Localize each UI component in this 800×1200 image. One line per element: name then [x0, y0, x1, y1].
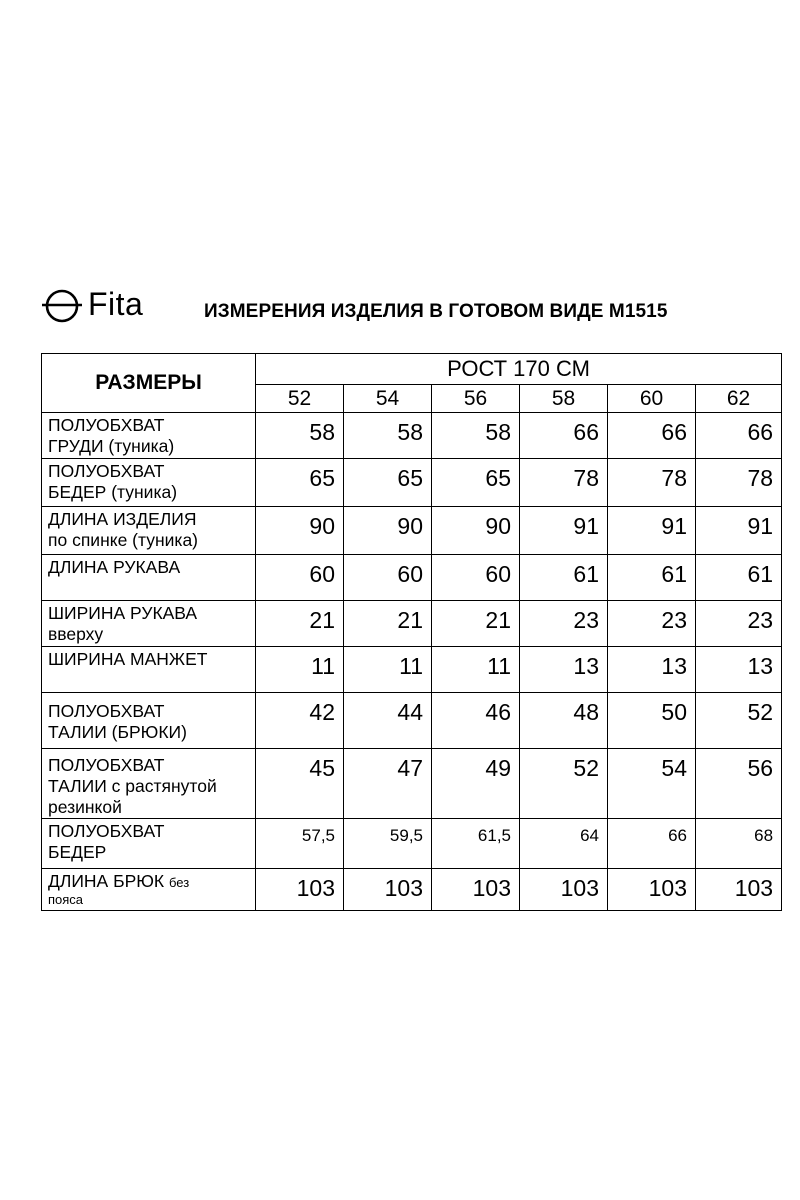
- value-cell: 90: [344, 507, 432, 555]
- value-cell: 103: [608, 869, 696, 911]
- value-cell: 78: [608, 459, 696, 507]
- row-label-line: вверху: [48, 624, 104, 644]
- table-row: [42, 555, 782, 601]
- value-cell: 91: [520, 507, 608, 555]
- row-label: [42, 693, 256, 749]
- row-label-note: без: [169, 875, 190, 890]
- size-header-cell: 58: [520, 385, 608, 413]
- row-label-line: резинкой: [48, 797, 122, 817]
- value-cell: 61: [608, 555, 696, 601]
- value-cell: 59,5: [344, 819, 432, 869]
- row-label-line: ТАЛИИ с растянутой: [48, 776, 217, 796]
- row-label-line: ШИРИНА МАНЖЕТ: [48, 649, 208, 669]
- brand-name: Fita: [88, 286, 144, 322]
- row-label-line: ПОЛУОБХВАТ: [48, 461, 165, 481]
- value-cell: 52: [520, 749, 608, 819]
- row-label-line: ПОЛУОБХВАТ: [48, 701, 165, 721]
- size-header-cell: 62: [696, 385, 782, 413]
- value-cell: 66: [520, 413, 608, 459]
- value-cell: 103: [696, 869, 782, 911]
- row-label-line: ДЛИНА ИЗДЕЛИЯ: [48, 509, 197, 529]
- value-cell: 52: [696, 693, 782, 749]
- value-cell: 47: [344, 749, 432, 819]
- value-cell: 49: [432, 749, 520, 819]
- value-cell: 58: [344, 413, 432, 459]
- value-cell: 23: [520, 601, 608, 647]
- row-label-line: ПОЛУОБХВАТ: [48, 821, 165, 841]
- row-label: [42, 647, 256, 693]
- page-title: ИЗМЕРЕНИЯ ИЗДЕЛИЯ В ГОТОВОМ ВИДЕ М1515: [204, 301, 668, 322]
- value-cell: 65: [432, 459, 520, 507]
- value-cell: 57,5: [256, 819, 344, 869]
- value-cell: 50: [608, 693, 696, 749]
- table-row: [42, 693, 782, 749]
- value-cell: 21: [432, 601, 520, 647]
- header-row: [42, 354, 782, 385]
- value-cell: 56: [696, 749, 782, 819]
- table-row: [42, 413, 782, 459]
- value-cell: 65: [256, 459, 344, 507]
- row-label-line: БЕДЕР (туника): [48, 482, 178, 502]
- size-header-cell: 60: [608, 385, 696, 413]
- table-row: [42, 869, 782, 911]
- value-cell: 61: [520, 555, 608, 601]
- row-label-line: ТАЛИИ (БРЮКИ): [48, 722, 187, 742]
- row-label: [42, 459, 256, 507]
- sizes-header: РАЗМЕРЫ: [42, 354, 256, 413]
- row-label: [42, 507, 256, 555]
- row-label-line: по спинке (туника): [48, 530, 199, 550]
- value-cell: 13: [696, 647, 782, 693]
- row-label-note: пояса: [48, 892, 84, 907]
- value-cell: 23: [608, 601, 696, 647]
- value-cell: 44: [344, 693, 432, 749]
- value-cell: 13: [608, 647, 696, 693]
- value-cell: 23: [696, 601, 782, 647]
- growth-header: РОСТ 170 СМ: [256, 354, 782, 385]
- value-cell: 66: [608, 819, 696, 869]
- table-row: [42, 647, 782, 693]
- table-row: [42, 819, 782, 869]
- value-cell: 91: [608, 507, 696, 555]
- value-cell: 61: [696, 555, 782, 601]
- row-label: [42, 601, 256, 647]
- fita-logo-icon: [42, 288, 82, 324]
- row-label-line: ДЛИНА БРЮК: [48, 871, 165, 891]
- value-cell: 21: [344, 601, 432, 647]
- row-label-line: ГРУДИ (туника): [48, 436, 175, 456]
- value-cell: 103: [344, 869, 432, 911]
- value-cell: 90: [256, 507, 344, 555]
- row-label-line: ШИРИНА РУКАВА: [48, 603, 198, 623]
- value-cell: 11: [432, 647, 520, 693]
- value-cell: 21: [256, 601, 344, 647]
- table-row: [42, 459, 782, 507]
- table-row: [42, 601, 782, 647]
- value-cell: 103: [256, 869, 344, 911]
- value-cell: 60: [256, 555, 344, 601]
- value-cell: 103: [432, 869, 520, 911]
- value-cell: 11: [256, 647, 344, 693]
- size-header-cell: 54: [344, 385, 432, 413]
- value-cell: 78: [520, 459, 608, 507]
- row-label: [42, 749, 256, 819]
- row-label: [42, 413, 256, 459]
- value-cell: 60: [432, 555, 520, 601]
- row-label: [42, 869, 256, 911]
- row-label-line: ПОЛУОБХВАТ: [48, 415, 165, 435]
- document-header: [42, 284, 782, 328]
- table-row: [42, 507, 782, 555]
- value-cell: 61,5: [432, 819, 520, 869]
- value-cell: 13: [520, 647, 608, 693]
- size-chart-table: [41, 353, 782, 911]
- value-cell: 11: [344, 647, 432, 693]
- size-header-cell: 56: [432, 385, 520, 413]
- value-cell: 68: [696, 819, 782, 869]
- value-cell: 66: [696, 413, 782, 459]
- value-cell: 46: [432, 693, 520, 749]
- value-cell: 60: [344, 555, 432, 601]
- value-cell: 58: [432, 413, 520, 459]
- table-row: [42, 749, 782, 819]
- row-label-line: ДЛИНА РУКАВА: [48, 557, 181, 577]
- row-label: [42, 555, 256, 601]
- value-cell: 64: [520, 819, 608, 869]
- value-cell: 48: [520, 693, 608, 749]
- value-cell: 42: [256, 693, 344, 749]
- value-cell: 65: [344, 459, 432, 507]
- value-cell: 45: [256, 749, 344, 819]
- value-cell: 91: [696, 507, 782, 555]
- row-label: [42, 819, 256, 869]
- value-cell: 54: [608, 749, 696, 819]
- value-cell: 66: [608, 413, 696, 459]
- value-cell: 58: [256, 413, 344, 459]
- size-header-cell: 52: [256, 385, 344, 413]
- value-cell: 90: [432, 507, 520, 555]
- row-label-line: БЕДЕР: [48, 842, 107, 862]
- row-label-line: ПОЛУОБХВАТ: [48, 755, 165, 775]
- value-cell: 78: [696, 459, 782, 507]
- value-cell: 103: [520, 869, 608, 911]
- brand-logo: [42, 284, 182, 328]
